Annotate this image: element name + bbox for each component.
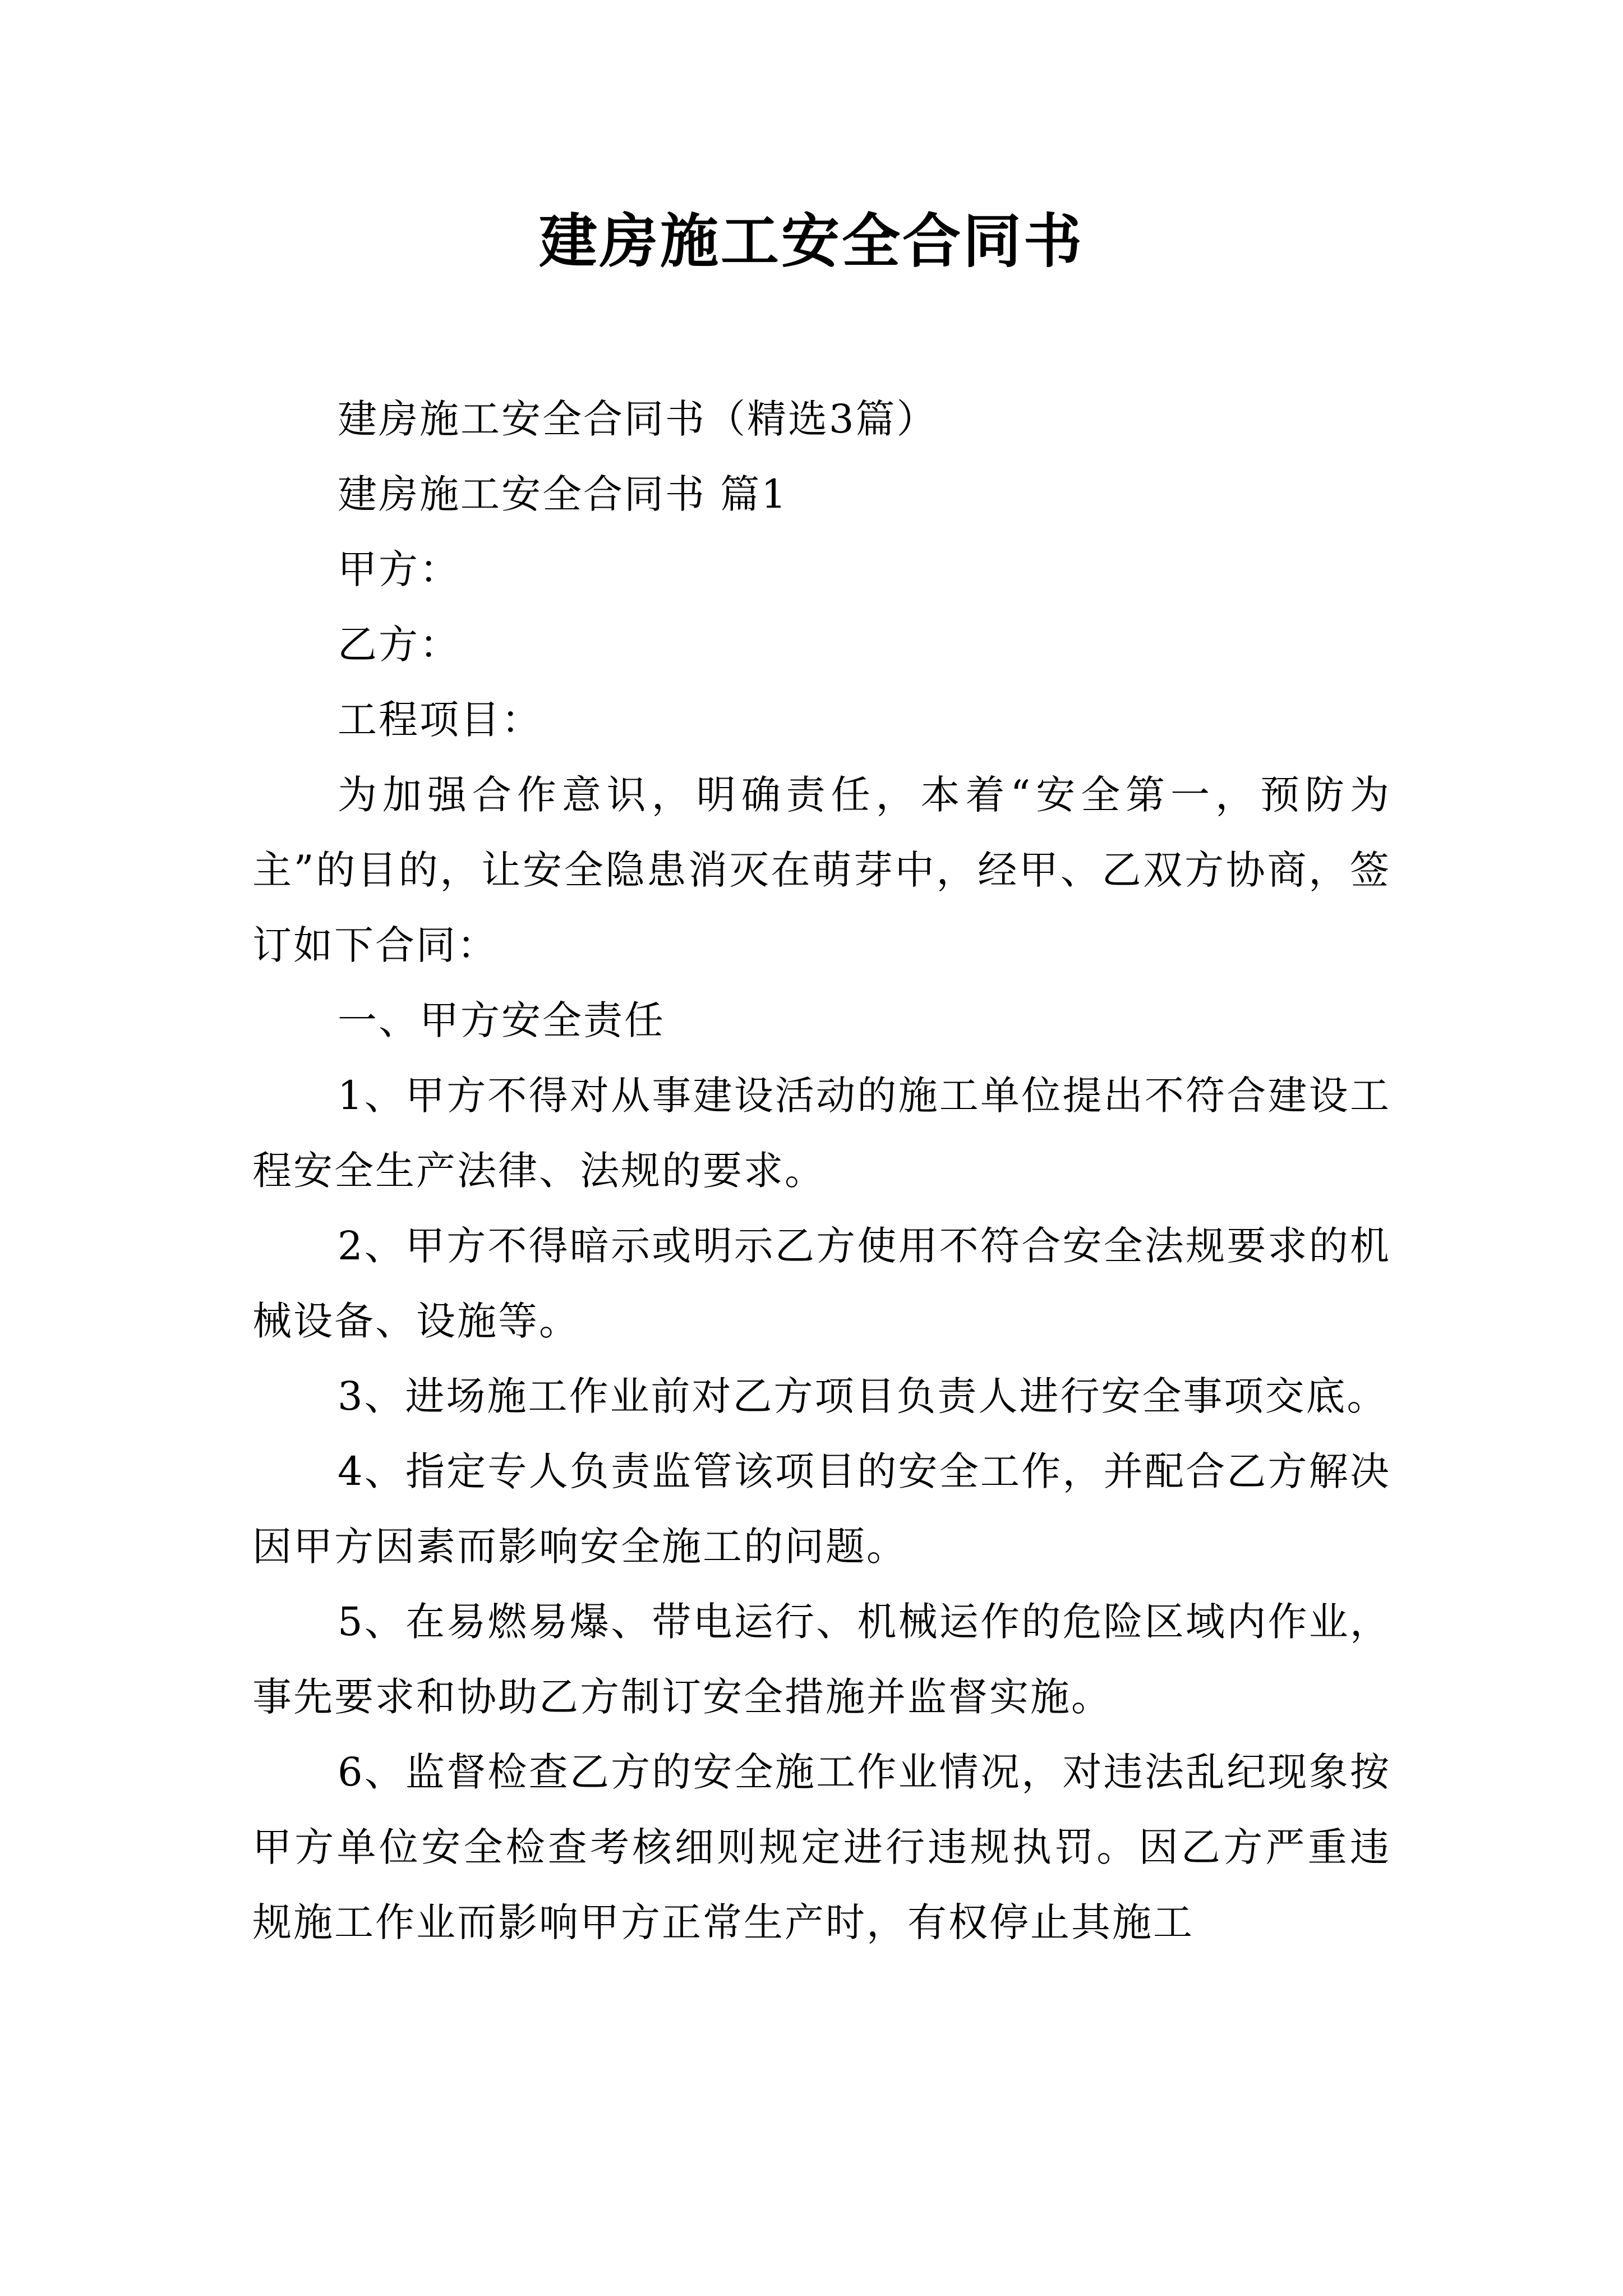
paragraph-clause-6: 6、监督检查乙方的安全施工作业情况，对违法乱纪现象按甲方单位安全检查考核细则规定进行违规执罚。因乙方严重违规施工作业而影响甲方正常生产时，有权停止其施工 [252,1749,1391,1945]
paragraph-subtitle: 建房施工安全合同书（精选3篇） [338,396,938,442]
paragraph-clause-heading: 一、甲方安全责任 [338,997,665,1043]
paragraph-section-heading: 建房施工安全合同书 篇1 [338,471,788,517]
paragraph-clause-1: 1、甲方不得对从事建设活动的施工单位提出不符合建设工程安全生产法律、法规的要求。 [252,1073,1391,1194]
paragraph-party-a: 甲方： [338,546,460,592]
document-body [252,381,1391,1960]
paragraph-party-b: 乙方： [338,622,460,668]
paragraph-clause-5: 5、在易燃易爆、带电运行、机械运作的危险区域内作业，事先要求和协助乙方制订安全措施并监督实施。 [252,1599,1391,1720]
paragraph-clause-4: 4、指定专人负责监管该项目的安全工作，并配合乙方解决因甲方因素而影响安全施工的问题。 [252,1448,1391,1570]
paragraph-clause-3: 3、进场施工作业前对乙方项目负责人进行安全事项交底。 [338,1373,1388,1419]
paragraph-project: 工程项目： [338,697,542,743]
paragraph-preamble: 为加强合作意识，明确责任，本着“安全第一，预防为主”的目的，让安全隐患消灭在萌芽中，经甲、乙双方协商，签订如下合同： [252,772,1391,968]
paragraph-clause-2: 2、甲方不得暗示或明示乙方使用不符合安全法规要求的机械设备、设施等。 [252,1223,1391,1344]
document-title: 建房施工安全合同书 [538,206,1084,275]
